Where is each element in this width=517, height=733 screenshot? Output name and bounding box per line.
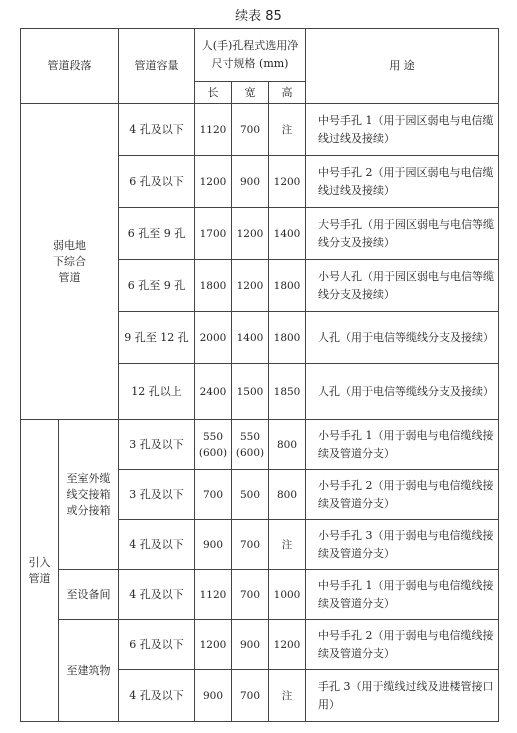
subgroup-exchange: 至室外缆线交接箱或分接箱 [59,420,119,570]
header-usage: 用 途 [306,29,499,104]
header-section: 管道段落 [21,29,119,104]
width-cell: 1500 [232,364,269,420]
length-cell: 900 [195,520,232,570]
usage-cell: 人孔（用于电信等缆线分支及接续） [306,312,499,364]
height-cell: 800 [269,470,306,520]
length-cell: 2400 [195,364,232,420]
capacity-cell: 6 孔及以下 [119,620,195,670]
usage-cell: 中号手孔 2（用于弱电与电信缆线接续及管道分支） [306,620,499,670]
capacity-cell: 4 孔及以下 [119,520,195,570]
width-cell: 500 [232,470,269,520]
length-cell: 1200 [195,620,232,670]
height-cell: 1400 [269,208,306,260]
capacity-cell: 6 孔至 9 孔 [119,260,195,312]
table-caption: 续表 85 [235,9,282,24]
header-length: 长 [195,82,232,104]
usage-cell: 手孔 3（用于缆线过线及进楼管接口用） [306,670,499,722]
capacity-cell: 6 孔及以下 [119,156,195,208]
group-weak: 弱电地下综合管道 [21,104,119,420]
capacity-cell: 12 孔以上 [119,364,195,420]
height-cell: 注 [269,104,306,156]
capacity-cell: 3 孔及以下 [119,470,195,520]
capacity-cell: 4 孔及以下 [119,670,195,722]
usage-cell: 中号手孔 2（用于园区弱电与电信缆线过线及接续） [306,156,499,208]
table-row [21,104,499,156]
table-row [21,420,499,470]
height-cell: 注 [269,670,306,722]
usage-cell: 人孔（用于电信等缆线分支及接续） [306,364,499,420]
width-cell: 700 [232,520,269,570]
header-size-group: 人(手)孔程式选用净尺寸规格 (mm) [195,29,306,82]
length-cell: 1200 [195,156,232,208]
subgroup-room: 至设备间 [59,570,119,620]
width-cell: 700 [232,104,269,156]
height-cell: 1800 [269,260,306,312]
capacity-cell: 4 孔及以下 [119,570,195,620]
capacity-cell: 4 孔及以下 [119,104,195,156]
height-cell: 1000 [269,570,306,620]
height-cell: 800 [269,420,306,470]
header-width: 宽 [232,82,269,104]
header-height: 高 [269,82,306,104]
length-cell: 700 [195,470,232,520]
usage-cell: 中号手孔 1（用于园区弱电与电信缆线过线及接续） [306,104,499,156]
usage-cell: 小号手孔 3（用于弱电与电信缆线接续及管道分支） [306,520,499,570]
width-cell: 900 [232,620,269,670]
capacity-cell: 6 孔至 9 孔 [119,208,195,260]
usage-cell: 小号手孔 2（用于弱电与电信缆线接续及管道分支） [306,470,499,520]
height-cell: 注 [269,520,306,570]
length-cell: 1120 [195,104,232,156]
height-cell: 1850 [269,364,306,420]
length-cell: 1700 [195,208,232,260]
usage-cell: 小号人孔（用于园区弱电与电信等缆线分支及接续） [306,260,499,312]
width-cell: 700 [232,570,269,620]
header-capacity: 管道容量 [119,29,195,104]
width-cell: 550 (600) [232,420,269,470]
height-cell: 1800 [269,312,306,364]
usage-cell: 小号手孔 1（用于弱电与电信缆线接续及管道分支） [306,420,499,470]
height-cell: 1200 [269,156,306,208]
width-cell: 1400 [232,312,269,364]
width-cell: 900 [232,156,269,208]
table-row [21,570,499,620]
table-row [21,620,499,670]
usage-cell: 中号手孔 1（用于弱电与电信缆线接续及管道分支） [306,570,499,620]
width-cell: 1200 [232,208,269,260]
length-cell: 550 (600) [195,420,232,470]
length-cell: 1800 [195,260,232,312]
spec-table [20,28,499,722]
width-cell: 1200 [232,260,269,312]
length-cell: 900 [195,670,232,722]
capacity-cell: 9 孔至 12 孔 [119,312,195,364]
header-row [21,29,499,82]
length-cell: 2000 [195,312,232,364]
capacity-cell: 3 孔及以下 [119,420,195,470]
subgroup-building: 至建筑物 [59,620,119,722]
height-cell: 1200 [269,620,306,670]
usage-cell: 大号手孔（用于园区弱电与电信等缆线分支及接续） [306,208,499,260]
length-cell: 1120 [195,570,232,620]
group-lead-in: 引入管道 [21,420,59,722]
width-cell: 700 [232,670,269,722]
